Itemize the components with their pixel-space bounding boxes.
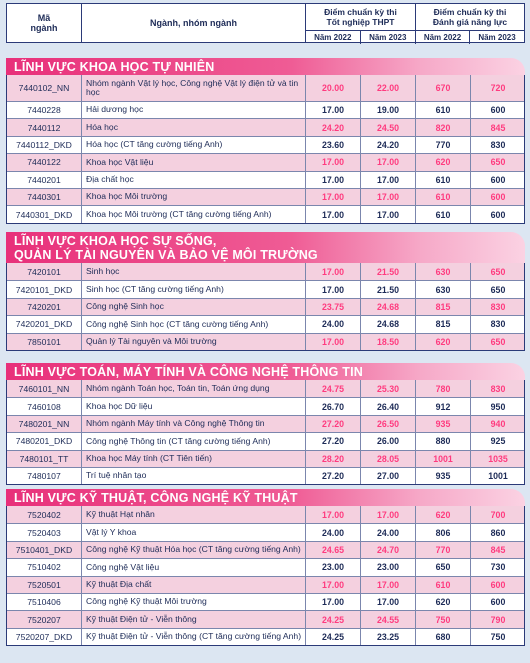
major-code: 7440112 [7,119,82,135]
section-title: LĨNH VỰC KỸ THUẬT, CÔNG NGHỆ KỸ THUẬT [14,491,298,505]
score-dgnl-2022: 610 [416,102,471,118]
section-table [6,380,525,485]
score-thpt-2022: 20.00 [306,75,361,101]
major-code: 7420101_DKD [7,281,82,297]
header-code: Mã ngành [7,4,82,42]
score-dgnl-2022: 935 [416,468,471,484]
score-thpt-2022: 24.25 [306,629,361,645]
score-thpt-2022: 17.00 [306,206,361,222]
score-thpt-2023: 17.00 [361,154,416,170]
table-row [7,467,524,484]
major-name: Hải dương học [82,102,306,118]
score-thpt-2023: 24.68 [361,316,416,332]
score-dgnl-2023: 830 [490,383,506,394]
score-thpt-2023: 17.00 [361,189,416,205]
table-row [7,380,524,397]
score-thpt-2023: 17.00 [361,506,416,523]
score-thpt-2022: 24.20 [306,119,361,135]
score-dgnl-2022: 770 [416,137,471,153]
table-row [7,298,524,315]
score-thpt-2023: 23.25 [361,629,416,645]
score-thpt-2022: 23.00 [306,559,361,575]
major-code: 7440201 [7,172,82,188]
table-row [7,101,524,118]
major-code: 7510401_DKD [7,542,82,558]
header-name: Ngành, nhóm ngành [82,4,306,42]
score-dgnl-2023: 600 [490,174,506,185]
header-dgnl-2022: Năm 2022 [416,31,470,44]
header-dgnl-2023: Năm 2023 [478,33,516,42]
major-code: 7520207 [7,611,82,627]
score-thpt-2023: 21.50 [361,263,416,280]
score-dgnl-2023: 600 [490,105,506,116]
score-dgnl-2022: 815 [416,316,471,332]
score-dgnl-2023: 700 [490,509,506,520]
score-thpt-2022: 17.00 [306,263,361,280]
score-thpt-2022: 27.20 [306,433,361,449]
table-row [7,628,524,645]
score-dgnl-2022: 680 [416,629,471,645]
score-thpt-2022: 17.00 [306,594,361,610]
header-group-thpt-title: Điểm chuẩn kỳ thi Tốt nghiệp THPT [306,4,415,31]
major-name: Nhóm ngành Vật lý học, Công nghệ Vật lý điện tử và tin học [82,75,306,101]
score-dgnl-2022: 1001 [416,451,471,467]
major-code: 7420201 [7,299,82,315]
score-thpt-2022: 24.25 [306,611,361,627]
table-row [7,523,524,540]
table-row [7,432,524,449]
score-dgnl-2022: 935 [416,416,471,432]
score-dgnl-2022: 780 [416,380,471,397]
table-row [7,171,524,188]
score-thpt-2022: 24.00 [306,524,361,540]
major-name: Công nghệ Sinh học (CT tăng cường tiếng Anh) [82,316,306,332]
score-thpt-2023: 24.55 [361,611,416,627]
section-title-band [6,58,525,75]
score-thpt-2023: 17.00 [361,594,416,610]
table-row [7,541,524,558]
score-dgnl-2023: 600 [490,597,506,608]
table-row [7,263,524,280]
major-code: 7480201_DKD [7,433,82,449]
score-thpt-2023: 27.00 [361,468,416,484]
score-dgnl-2023: 790 [490,614,506,625]
score-thpt-2023: 26.40 [361,398,416,414]
score-thpt-2022: 17.00 [306,334,361,350]
score-thpt-2022: 24.00 [306,316,361,332]
major-code: 7510406 [7,594,82,610]
major-code: 7420201_DKD [7,316,82,332]
major-name: Nhóm ngành Máy tính và Công nghệ Thông tin [82,416,306,432]
section-title: LĨNH VỰC KHOA HỌC SỰ SỐNG, [14,234,217,248]
table-row [7,397,524,414]
score-dgnl-2023: 830 [490,301,506,312]
major-name: Kỹ thuật Điện tử - Viễn thông (CT tăng cường tiếng Anh) [82,629,306,645]
header-thpt-2022: Năm 2022 [306,31,361,44]
major-name: Khoa học Máy tính (CT Tiên tiến) [82,451,306,467]
major-code: 7520403 [7,524,82,540]
table-row [7,593,524,610]
table-row [7,280,524,297]
score-dgnl-2022: 610 [416,206,471,222]
table-row [7,415,524,432]
major-code: 7420101 [7,263,82,280]
major-code: 7460108 [7,398,82,414]
header-group-dgnl [416,4,524,44]
score-dgnl-2023: 1035 [488,453,508,464]
score-thpt-2022: 17.00 [306,172,361,188]
table-row [7,118,524,135]
score-dgnl-2023: 720 [490,83,506,93]
score-dgnl-2023: 650 [490,284,506,295]
score-thpt-2023: 17.00 [361,206,416,222]
table-row [7,610,524,627]
score-thpt-2022: 27.20 [306,468,361,484]
major-name: Địa chất học [82,172,306,188]
score-dgnl-2023: 925 [490,436,506,447]
major-name: Khoa học Dữ liệu [82,398,306,414]
major-code: 7850101 [7,334,82,350]
score-dgnl-2022: 815 [416,299,471,315]
major-name: Công nghệ Kỹ thuật Môi trường [82,594,306,610]
major-name: Trí tuệ nhân tạo [82,468,306,484]
major-name: Sinh học (CT tăng cường tiếng Anh) [82,281,306,297]
table-header [6,3,525,43]
score-dgnl-2022: 630 [416,263,471,280]
score-thpt-2022: 17.00 [306,154,361,170]
section-table [6,75,525,224]
score-thpt-2023: 24.50 [361,119,416,135]
score-dgnl-2022: 610 [416,189,471,205]
major-name: Hóa học (CT tăng cường tiếng Anh) [82,137,306,153]
score-dgnl-2022: 912 [416,398,471,414]
major-code: 7440122 [7,154,82,170]
score-dgnl-2022: 610 [416,577,471,593]
score-thpt-2022: 17.00 [306,506,361,523]
score-dgnl-2022: 620 [416,334,471,350]
score-dgnl-2023: 730 [490,562,506,573]
section-table [6,506,525,646]
score-thpt-2022: 17.00 [306,281,361,297]
section-4 [6,489,525,646]
score-thpt-2023: 22.00 [361,75,416,101]
score-dgnl-2022: 806 [416,524,471,540]
score-dgnl-2022: 620 [416,506,471,523]
major-code: 7460101_NN [7,380,82,397]
score-thpt-2022: 26.70 [306,398,361,414]
score-dgnl-2023: 830 [490,139,506,150]
score-thpt-2022: 17.00 [306,189,361,205]
score-thpt-2023: 23.00 [361,559,416,575]
table-row [7,153,524,170]
header-group-dgnl-title: Điểm chuẩn kỳ thi Đánh giá năng lực [416,4,524,31]
score-thpt-2023: 17.00 [361,577,416,593]
score-dgnl-2022: 650 [416,559,471,575]
score-dgnl-2022: 820 [416,119,471,135]
major-code: 7440228 [7,102,82,118]
major-code: 7480107 [7,468,82,484]
score-thpt-2023: 24.20 [361,137,416,153]
major-code: 7520501 [7,577,82,593]
table-row [7,506,524,523]
score-dgnl-2023: 650 [490,336,506,347]
score-dgnl-2022: 620 [416,154,471,170]
section-title: LĨNH VỰC KHOA HỌC TỰ NHIÊN [14,60,215,74]
major-code: 7440112_DKD [7,137,82,153]
table-row [7,576,524,593]
section-title-line2: QUẢN LÝ TÀI NGUYÊN VÀ BẢO VỆ MÔI TRƯỜNG [14,248,318,262]
major-code: 7440301_DKD [7,206,82,222]
score-thpt-2023: 24.70 [361,542,416,558]
section-title-band [6,363,525,380]
score-thpt-2023: 28.05 [361,451,416,467]
major-name: Quản lý Tài nguyên và Môi trường [82,334,306,350]
section-table [6,263,525,351]
major-name: Công nghệ Vật liệu [82,559,306,575]
score-dgnl-2023: 845 [490,544,506,555]
major-name: Khoa học Môi trường (CT tăng cường tiếng Anh) [82,206,306,222]
score-thpt-2023: 25.30 [361,380,416,397]
score-thpt-2022: 17.00 [306,102,361,118]
table-row [7,205,524,222]
score-dgnl-2023: 750 [490,631,506,642]
table-row [7,450,524,467]
major-name: Công nghệ Sinh học [82,299,306,315]
section-2 [6,232,525,351]
section-1 [6,58,525,224]
score-thpt-2022: 17.00 [306,577,361,593]
section-title-band [6,489,525,506]
score-thpt-2022: 24.65 [306,542,361,558]
score-thpt-2023: 19.00 [361,102,416,118]
major-name: Khoa học Môi trường [82,189,306,205]
table-row [7,558,524,575]
table-row [7,75,524,101]
major-name: Sinh học [82,263,306,280]
score-thpt-2023: 26.00 [361,433,416,449]
score-thpt-2023: 26.50 [361,416,416,432]
score-dgnl-2022: 880 [416,433,471,449]
score-dgnl-2023: 600 [490,192,506,203]
score-dgnl-2022: 630 [416,281,471,297]
section-title: LĨNH VỰC TOÁN, MÁY TÍNH VÀ CÔNG NGHỆ THÔNG TIN [14,365,363,379]
major-name: Công nghệ Thông tin (CT tăng cường tiếng Anh) [82,433,306,449]
score-dgnl-2023: 860 [490,527,506,538]
major-code: 7480101_TT [7,451,82,467]
score-thpt-2022: 24.75 [306,380,361,397]
score-dgnl-2022: 750 [416,611,471,627]
score-dgnl-2023: 950 [490,401,506,412]
major-code: 7520402 [7,506,82,523]
major-name: Kỹ thuật Địa chất [82,577,306,593]
table-row [7,188,524,205]
score-thpt-2022: 28.20 [306,451,361,467]
score-thpt-2022: 27.20 [306,416,361,432]
score-thpt-2023: 24.00 [361,524,416,540]
section-title-band [6,232,525,263]
score-thpt-2023: 18.50 [361,334,416,350]
score-dgnl-2023: 650 [490,266,506,277]
major-name: Kỹ thuật Điện tử - Viễn thông [82,611,306,627]
major-name: Kỹ thuật Hạt nhân [82,506,306,523]
score-dgnl-2023: 1001 [488,471,508,482]
score-dgnl-2023: 830 [490,319,506,330]
major-name: Công nghệ Kỹ thuật Hóa học (CT tăng cường tiếng Anh) [82,542,306,558]
major-name: Hóa học [82,119,306,135]
table-row [7,333,524,350]
score-dgnl-2023: 600 [490,579,506,590]
score-thpt-2022: 23.60 [306,137,361,153]
score-dgnl-2022: 670 [416,75,471,101]
score-dgnl-2022: 770 [416,542,471,558]
major-code: 7440102_NN [7,75,82,101]
score-dgnl-2023: 600 [490,209,506,220]
major-name: Vật lý Y khoa [82,524,306,540]
section-3 [6,363,525,485]
major-name: Khoa học Vật liệu [82,154,306,170]
major-code: 7480201_NN [7,416,82,432]
major-code: 7440301 [7,189,82,205]
score-dgnl-2022: 620 [416,594,471,610]
score-dgnl-2023: 940 [490,418,506,429]
score-thpt-2023: 24.68 [361,299,416,315]
table-row [7,315,524,332]
major-name: Nhóm ngành Toán học, Toán tin, Toán ứng dụng [82,380,306,397]
score-thpt-2023: 21.50 [361,281,416,297]
score-dgnl-2023: 650 [490,157,506,168]
table-row [7,136,524,153]
score-dgnl-2023: 845 [490,122,506,133]
score-thpt-2022: 23.75 [306,299,361,315]
score-thpt-2023: 17.00 [361,172,416,188]
header-thpt-2023: Năm 2023 [369,33,407,42]
header-group-thpt [306,4,416,44]
score-dgnl-2022: 610 [416,172,471,188]
major-code: 7510402 [7,559,82,575]
major-code: 7520207_DKD [7,629,82,645]
